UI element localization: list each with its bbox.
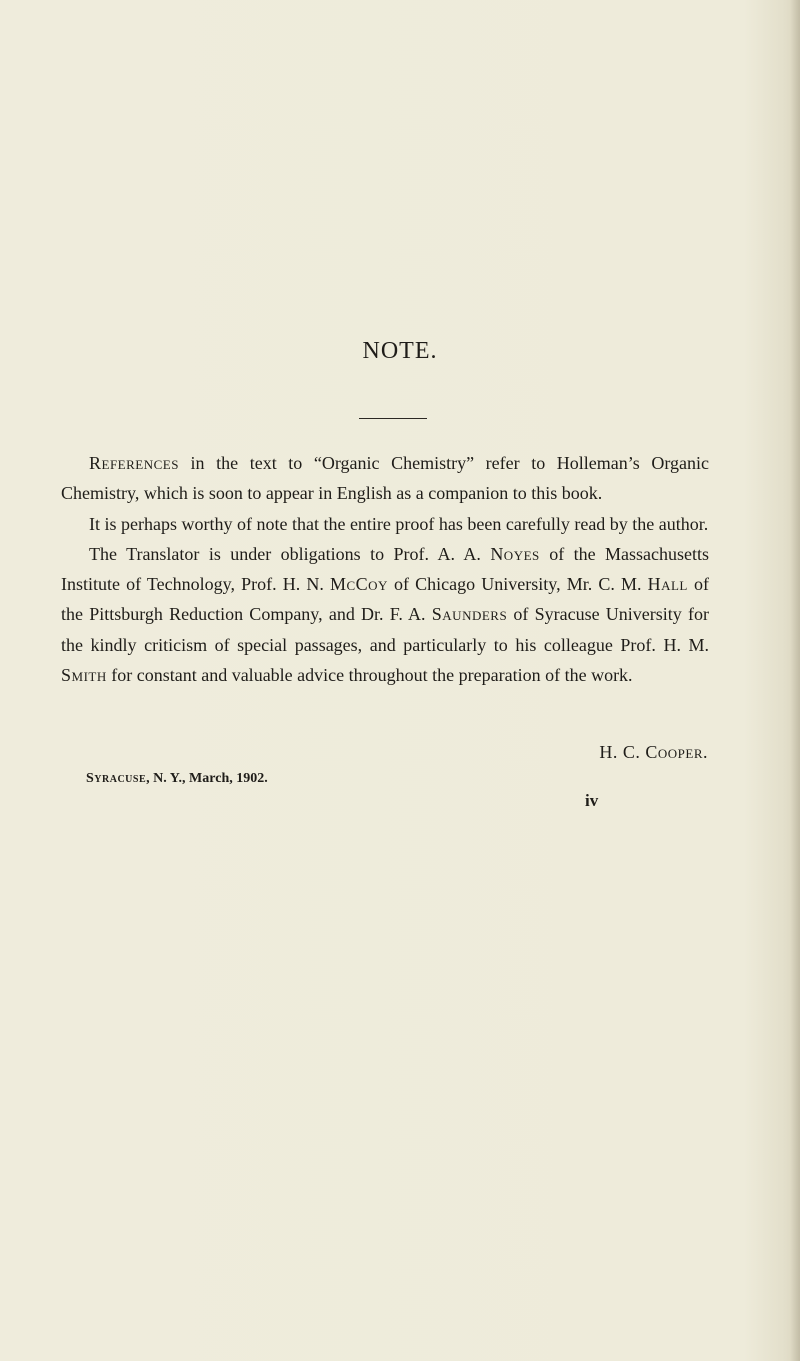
place-date-rest: , N. Y., March, 1902.	[146, 771, 268, 786]
lead-word: References	[89, 453, 179, 473]
person-name: Noyes	[490, 543, 540, 564]
page-title: NOTE.	[362, 338, 438, 364]
paragraph-text: of the Massachusetts Institute of Technology, Prof. H. N.	[61, 543, 710, 595]
paragraph-text: It is perhaps worthy of note that the entire proof has been carefully read by the author.	[89, 513, 709, 534]
paragraph-references	[61, 448, 709, 509]
paragraph-proof	[61, 509, 709, 539]
person-name: Hall	[647, 574, 688, 595]
paragraph-acknowledgements	[61, 539, 709, 690]
place-date	[86, 771, 268, 787]
place-city: Syracuse	[86, 771, 147, 786]
person-name: McCoy	[329, 574, 388, 595]
note-body	[61, 448, 709, 690]
paragraph-text: The Translator is under obligations to Prof. A. A.	[89, 543, 491, 564]
person-name: Saunders	[431, 604, 508, 625]
paragraph-text: of Chicago University, Mr. C. M.	[387, 574, 648, 595]
paragraph-text: in the text to “Organic Chemistry” refer to Holleman’s Organic Chemistry, which is soon to appear in English as a companion to this book.	[61, 453, 709, 504]
paragraph-text: of Syracuse University for the kindly criticism of special passages, and particularly to his colleague Prof. H. M.	[61, 604, 709, 655]
page-edge-shadow	[790, 0, 800, 1361]
paragraph-text: of the Pittsburgh Reduction Company, and Dr. F. A.	[61, 574, 709, 625]
title-rule	[359, 418, 427, 419]
signature: H. C. Cooper.	[599, 742, 708, 762]
page-number: iv	[585, 791, 599, 810]
paragraph-text: for constant and valuable advice throughout the preparation of the work.	[106, 665, 633, 686]
person-name: Smith	[61, 665, 107, 686]
